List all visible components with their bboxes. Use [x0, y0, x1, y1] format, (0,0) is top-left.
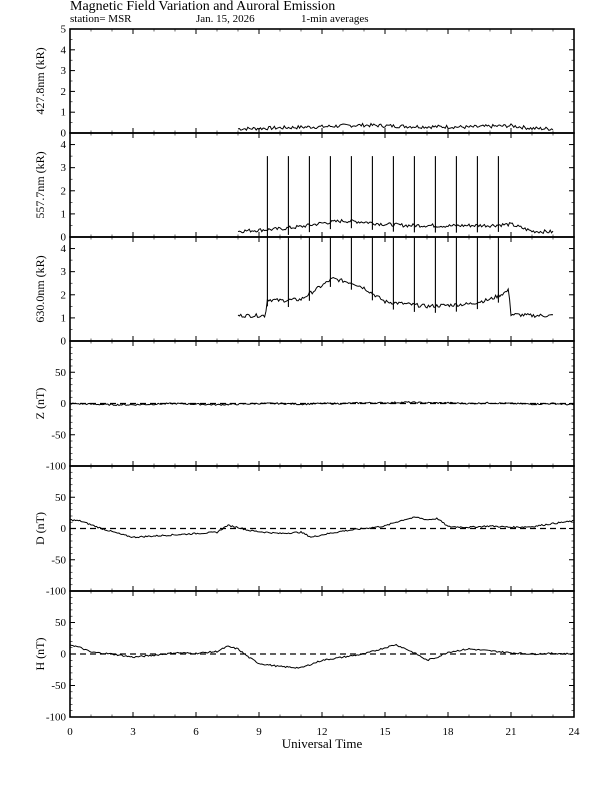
- x-axis-label: Universal Time: [281, 736, 363, 751]
- x-tick-label: 0: [67, 726, 73, 738]
- chart-title: Magnetic Field Variation and Auroral Emission: [70, 0, 336, 14]
- y-tick-label: 1: [60, 312, 66, 325]
- y-axis-label: H (nT): [33, 637, 47, 671]
- x-tick-label: 24: [568, 726, 580, 738]
- y-tick-label: 2: [60, 185, 66, 198]
- series-line-0: [238, 220, 553, 234]
- x-tick-label: 3: [130, 726, 136, 738]
- averaging-label: 1-min averages: [301, 13, 369, 25]
- y-tick-label: 0: [60, 398, 66, 410]
- x-tick-label: 6: [193, 726, 199, 738]
- series-line-0: [238, 278, 553, 318]
- y-tick-label: 0: [60, 127, 66, 140]
- y-axis-label: 427.8nm (kR): [33, 47, 47, 115]
- station-label: station= MSR: [70, 13, 132, 25]
- y-axis-label: 557.7nm (kR): [33, 151, 47, 219]
- y-axis-label: 630.0nm (kR): [33, 255, 47, 323]
- y-tick-label: 1: [60, 208, 66, 221]
- panel-frame-0: [70, 29, 574, 133]
- y-tick-label: -50: [51, 680, 66, 692]
- x-tick-label: 15: [379, 726, 391, 738]
- y-tick-label: 3: [60, 65, 66, 78]
- y-tick-label: 3: [60, 162, 66, 175]
- y-tick-label: 50: [55, 617, 66, 629]
- y-tick-label: -50: [51, 554, 66, 567]
- y-tick-label: 4: [60, 44, 66, 57]
- y-tick-label: 4: [60, 139, 66, 152]
- y-tick-label: 5: [60, 23, 66, 36]
- series-line-0: [70, 645, 574, 669]
- y-axis-label: Z (nT): [33, 387, 47, 420]
- y-tick-label: 50: [55, 366, 66, 379]
- y-axis-label: D (nT): [33, 512, 47, 545]
- x-tick-label: 9: [256, 726, 262, 738]
- series-line-0: [238, 123, 553, 130]
- x-tick-label: 21: [505, 726, 517, 738]
- series-line-0: [70, 517, 574, 538]
- y-tick-label: 3: [60, 266, 66, 279]
- y-tick-label: 0: [60, 335, 66, 348]
- y-tick-label: 2: [60, 85, 66, 98]
- y-tick-label: -100: [45, 711, 66, 724]
- y-tick-label: 0: [60, 231, 66, 244]
- y-tick-label: 1: [60, 106, 66, 119]
- y-tick-label: 50: [55, 491, 66, 504]
- y-tick-label: -100: [45, 460, 66, 473]
- y-tick-label: 4: [60, 243, 66, 256]
- date-label: Jan. 15, 2026: [196, 13, 255, 25]
- x-tick-label: 12: [316, 726, 328, 738]
- x-tick-label: 18: [442, 726, 454, 738]
- y-tick-label: 0: [60, 523, 66, 535]
- y-tick-label: -50: [51, 429, 66, 442]
- y-tick-label: 0: [60, 648, 66, 661]
- y-tick-label: 2: [60, 289, 66, 302]
- y-tick-label: -100: [45, 585, 66, 598]
